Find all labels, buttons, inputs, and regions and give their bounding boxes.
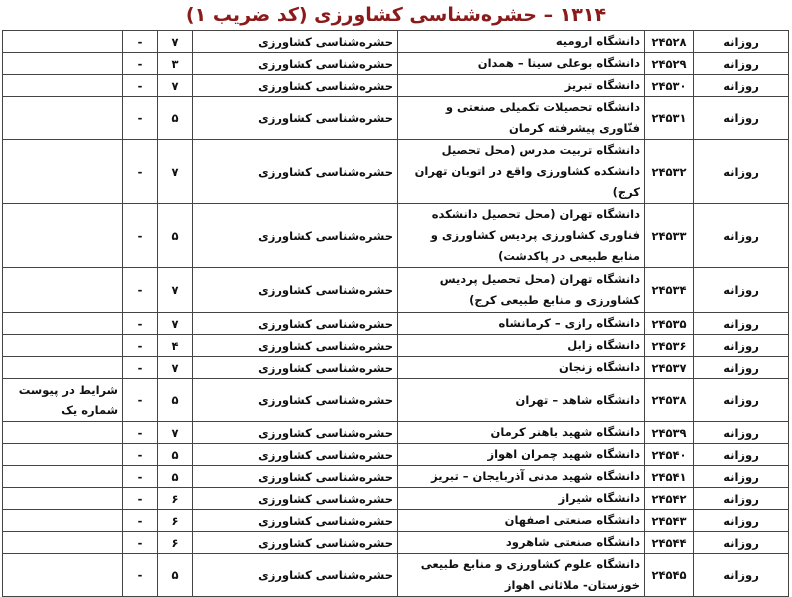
notes-cell xyxy=(3,335,123,357)
capacity-cell: ۷ xyxy=(158,140,193,204)
secondary-capacity-cell: - xyxy=(123,488,158,510)
capacity-cell: ۶ xyxy=(158,510,193,532)
program-code-cell: ۲۴۵۳۱ xyxy=(645,97,694,140)
capacity-cell: ۵ xyxy=(158,466,193,488)
secondary-capacity-cell: - xyxy=(123,268,158,313)
course-type-cell: روزانه xyxy=(694,379,789,422)
secondary-capacity-cell: - xyxy=(123,31,158,53)
program-code-cell: ۲۴۵۳۶ xyxy=(645,335,694,357)
course-type-cell: روزانه xyxy=(694,554,789,597)
notes-cell xyxy=(3,532,123,554)
field-cell: حشره‌شناسی کشاورزی xyxy=(193,97,398,140)
university-cell: دانشگاه تبریز xyxy=(398,75,645,97)
program-code-cell: ۲۴۵۳۳ xyxy=(645,204,694,268)
program-code-cell: ۲۴۵۳۸ xyxy=(645,379,694,422)
table-row xyxy=(3,488,789,510)
table-row xyxy=(3,53,789,75)
capacity-cell: ۵ xyxy=(158,204,193,268)
secondary-capacity-cell: - xyxy=(123,379,158,422)
course-type-cell: روزانه xyxy=(694,204,789,268)
course-type-cell: روزانه xyxy=(694,140,789,204)
secondary-capacity-cell: - xyxy=(123,140,158,204)
capacity-cell: ۷ xyxy=(158,422,193,444)
program-code-cell: ۲۴۵۴۳ xyxy=(645,510,694,532)
secondary-capacity-cell: - xyxy=(123,204,158,268)
table-row xyxy=(3,510,789,532)
course-type-cell: روزانه xyxy=(694,313,789,335)
table-row xyxy=(3,466,789,488)
program-code-cell: ۲۴۵۳۹ xyxy=(645,422,694,444)
table-row xyxy=(3,97,789,140)
program-code-cell: ۲۴۵۲۹ xyxy=(645,53,694,75)
capacity-cell: ۵ xyxy=(158,379,193,422)
university-cell: دانشگاه شاهد – تهران xyxy=(398,379,645,422)
table-row xyxy=(3,444,789,466)
table-row xyxy=(3,268,789,313)
university-cell: دانشگاه صنعتی شاهرود xyxy=(398,532,645,554)
field-cell: حشره‌شناسی کشاورزی xyxy=(193,357,398,379)
field-cell: حشره‌شناسی کشاورزی xyxy=(193,31,398,53)
notes-cell xyxy=(3,422,123,444)
capacity-cell: ۷ xyxy=(158,268,193,313)
table-row xyxy=(3,422,789,444)
notes-cell xyxy=(3,204,123,268)
field-cell: حشره‌شناسی کشاورزی xyxy=(193,510,398,532)
course-type-cell: روزانه xyxy=(694,53,789,75)
field-cell: حشره‌شناسی کشاورزی xyxy=(193,75,398,97)
field-cell: حشره‌شناسی کشاورزی xyxy=(193,466,398,488)
notes-cell xyxy=(3,268,123,313)
program-code-cell: ۲۴۵۴۲ xyxy=(645,488,694,510)
field-cell: حشره‌شناسی کشاورزی xyxy=(193,444,398,466)
course-type-cell: روزانه xyxy=(694,444,789,466)
table-row xyxy=(3,313,789,335)
capacity-cell: ۷ xyxy=(158,75,193,97)
university-cell: دانشگاه رازی – کرمانشاه xyxy=(398,313,645,335)
university-cell: دانشگاه شهید مدنی آذربایجان – تبریز xyxy=(398,466,645,488)
program-code-cell: ۲۴۵۳۷ xyxy=(645,357,694,379)
page-title: ۱۳۱۴ – حشره‌شناسی کشاورزی (کد ضریب ۱) xyxy=(185,4,607,26)
field-cell: حشره‌شناسی کشاورزی xyxy=(193,313,398,335)
university-cell: دانشگاه شهید چمران اهواز xyxy=(398,444,645,466)
course-type-cell: روزانه xyxy=(694,510,789,532)
table-row xyxy=(3,554,789,597)
capacity-cell: ۵ xyxy=(158,97,193,140)
program-code-cell: ۲۴۵۴۰ xyxy=(645,444,694,466)
secondary-capacity-cell: - xyxy=(123,313,158,335)
field-cell: حشره‌شناسی کشاورزی xyxy=(193,140,398,204)
field-cell: حشره‌شناسی کشاورزی xyxy=(193,488,398,510)
secondary-capacity-cell: - xyxy=(123,75,158,97)
course-type-cell: روزانه xyxy=(694,466,789,488)
capacity-cell: ۷ xyxy=(158,313,193,335)
program-code-cell: ۲۴۵۳۵ xyxy=(645,313,694,335)
program-code-cell: ۲۴۵۴۵ xyxy=(645,554,694,597)
course-type-cell: روزانه xyxy=(694,97,789,140)
program-code-cell: ۲۴۵۴۴ xyxy=(645,532,694,554)
secondary-capacity-cell: - xyxy=(123,466,158,488)
table-row xyxy=(3,75,789,97)
field-cell: حشره‌شناسی کشاورزی xyxy=(193,335,398,357)
secondary-capacity-cell: - xyxy=(123,510,158,532)
university-cell: دانشگاه صنعتی اصفهان xyxy=(398,510,645,532)
program-code-cell: ۲۴۵۳۴ xyxy=(645,268,694,313)
table-row xyxy=(3,532,789,554)
capacity-cell: ۷ xyxy=(158,357,193,379)
notes-cell xyxy=(3,554,123,597)
field-cell: حشره‌شناسی کشاورزی xyxy=(193,379,398,422)
field-cell: حشره‌شناسی کشاورزی xyxy=(193,554,398,597)
university-cell: دانشگاه تربیت مدرس (محل تحصیل دانشکده کشاورزی واقع در اتوبان تهران کرج) xyxy=(398,140,645,204)
capacity-cell: ۵ xyxy=(158,554,193,597)
field-cell: حشره‌شناسی کشاورزی xyxy=(193,268,398,313)
course-type-cell: روزانه xyxy=(694,335,789,357)
secondary-capacity-cell: - xyxy=(123,335,158,357)
university-cell: دانشگاه تحصیلات تکمیلی صنعتی و فنّاوری پیشرفته کرمان xyxy=(398,97,645,140)
notes-cell xyxy=(3,53,123,75)
notes-cell xyxy=(3,444,123,466)
university-cell: دانشگاه ارومیه xyxy=(398,31,645,53)
program-code-cell: ۲۴۵۴۱ xyxy=(645,466,694,488)
course-type-cell: روزانه xyxy=(694,532,789,554)
field-cell: حشره‌شناسی کشاورزی xyxy=(193,422,398,444)
notes-cell xyxy=(3,75,123,97)
program-code-cell: ۲۴۵۳۰ xyxy=(645,75,694,97)
university-cell: دانشگاه زابل xyxy=(398,335,645,357)
capacity-cell: ۶ xyxy=(158,532,193,554)
course-type-cell: روزانه xyxy=(694,268,789,313)
course-type-cell: روزانه xyxy=(694,488,789,510)
notes-cell xyxy=(3,140,123,204)
program-code-cell: ۲۴۵۲۸ xyxy=(645,31,694,53)
university-cell: دانشگاه تهران (محل تحصیل پردیس کشاورزی و منابع طبیعی کرج) xyxy=(398,268,645,313)
capacity-cell: ۳ xyxy=(158,53,193,75)
field-cell: حشره‌شناسی کشاورزی xyxy=(193,53,398,75)
notes-cell xyxy=(3,357,123,379)
secondary-capacity-cell: - xyxy=(123,554,158,597)
university-cell: دانشگاه شیراز xyxy=(398,488,645,510)
notes-cell xyxy=(3,510,123,532)
university-cell: دانشگاه شهید باهنر کرمان xyxy=(398,422,645,444)
table-row xyxy=(3,31,789,53)
course-type-cell: روزانه xyxy=(694,31,789,53)
university-cell: دانشگاه تهران (محل تحصیل دانشکده فناوری کشاورزی پردیس کشاورزی و منابع طبیعی در پاکدشت) xyxy=(398,204,645,268)
programs-table xyxy=(2,30,789,597)
notes-cell: شرایط در پیوست شماره یک xyxy=(3,379,123,422)
capacity-cell: ۵ xyxy=(158,444,193,466)
secondary-capacity-cell: - xyxy=(123,97,158,140)
secondary-capacity-cell: - xyxy=(123,444,158,466)
university-cell: دانشگاه زنجان xyxy=(398,357,645,379)
notes-cell xyxy=(3,97,123,140)
notes-cell xyxy=(3,488,123,510)
secondary-capacity-cell: - xyxy=(123,532,158,554)
table-row xyxy=(3,140,789,204)
secondary-capacity-cell: - xyxy=(123,53,158,75)
field-cell: حشره‌شناسی کشاورزی xyxy=(193,204,398,268)
table-row xyxy=(3,379,789,422)
program-code-cell: ۲۴۵۳۲ xyxy=(645,140,694,204)
secondary-capacity-cell: - xyxy=(123,357,158,379)
course-type-cell: روزانه xyxy=(694,357,789,379)
field-cell: حشره‌شناسی کشاورزی xyxy=(193,532,398,554)
course-type-cell: روزانه xyxy=(694,75,789,97)
notes-cell xyxy=(3,313,123,335)
table-row xyxy=(3,204,789,268)
notes-cell xyxy=(3,466,123,488)
table-row xyxy=(3,357,789,379)
university-cell: دانشگاه بوعلی سینا – همدان xyxy=(398,53,645,75)
capacity-cell: ۶ xyxy=(158,488,193,510)
capacity-cell: ۴ xyxy=(158,335,193,357)
table-row xyxy=(3,335,789,357)
university-cell: دانشگاه علوم کشاورزی و منابع طبیعی خوزستان- ملاثانی اهواز xyxy=(398,554,645,597)
secondary-capacity-cell: - xyxy=(123,422,158,444)
notes-cell xyxy=(3,31,123,53)
capacity-cell: ۷ xyxy=(158,31,193,53)
course-type-cell: روزانه xyxy=(694,422,789,444)
